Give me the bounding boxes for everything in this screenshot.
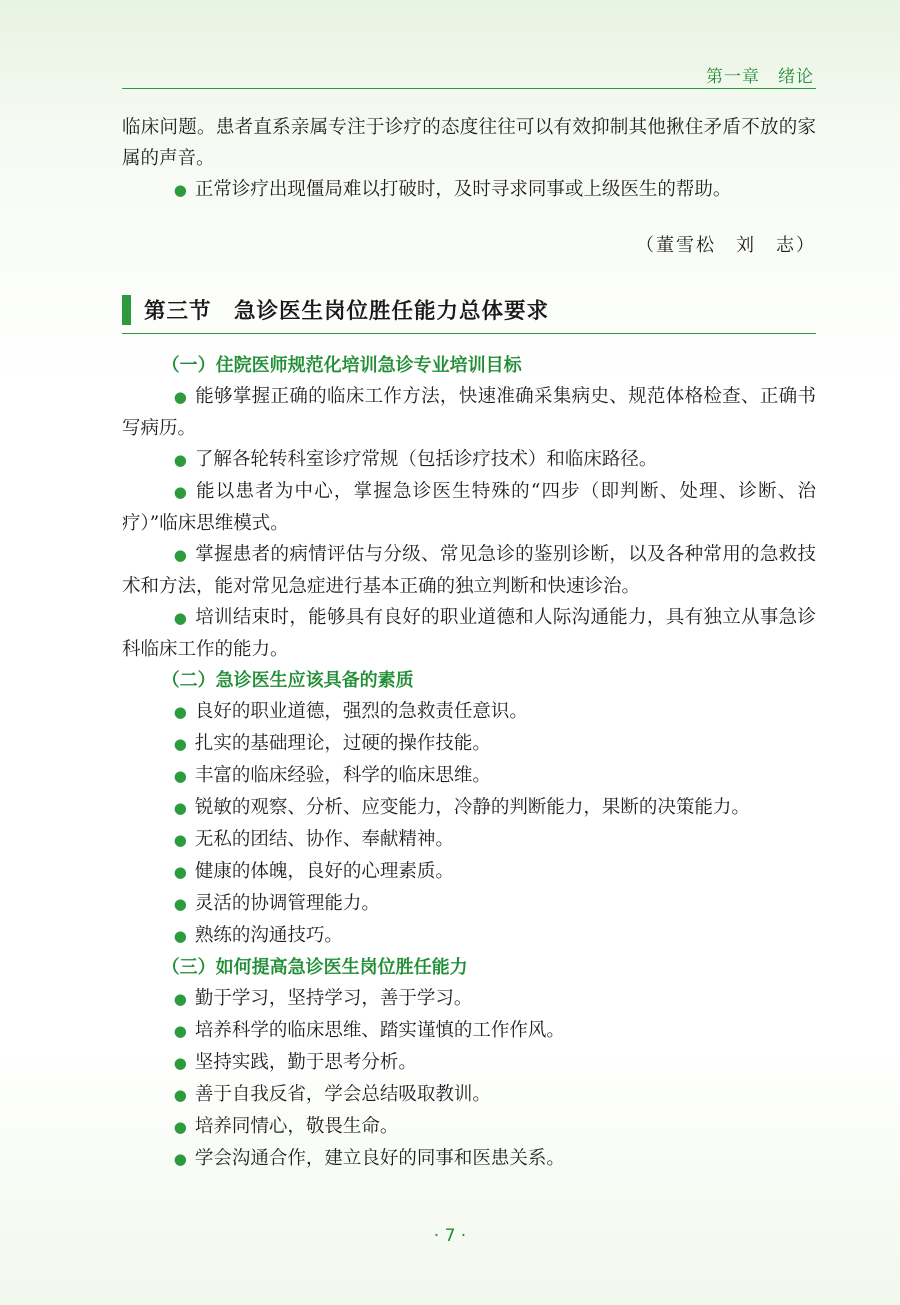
bullet-icon: ● [173, 609, 188, 627]
bullet-icon: ● [173, 181, 187, 199]
bullet-icon: ● [173, 451, 187, 469]
list-item: ● 正常诊疗出现僵局难以打破时，及时寻求同事或上级医生的帮助。 [173, 179, 732, 200]
list-item: ● 勤于学习，坚持学习，善于学习。 [173, 988, 473, 1009]
bullet-icon: ● [173, 990, 187, 1008]
chapter-title: 第一章 绪论 [706, 67, 814, 87]
list-item: ● 了解各轮转科室诊疗常规（包括诊疗技术）和临床路径。 [173, 449, 658, 470]
bullet-icon: ● [173, 1022, 187, 1040]
bullet-icon: ● [173, 863, 187, 881]
bullet-icon: ● [173, 799, 187, 817]
bullet-icon: ● [173, 546, 188, 564]
bullet-icon: ● [173, 388, 188, 406]
list-item: ● 能以患者为中心，掌握急诊医生特殊的“四步（即判断、处理、诊断、治疗）”临床思维模式。 [122, 481, 816, 534]
bullet-icon: ● [173, 831, 187, 849]
bullet-icon: ● [173, 927, 187, 945]
list-item: ● 健康的体魄，良好的心理素质。 [173, 861, 454, 882]
section-bar-icon [122, 295, 131, 325]
bullet-icon: ● [173, 1054, 187, 1072]
section-heading [122, 293, 816, 334]
subheading-training-goals: （一）住院医师规范化培训急诊专业培训目标 [161, 355, 522, 376]
list-item: ● 能够掌握正确的临床工作方法，快速准确采集病史、规范体格检查、正确书写病历。 [122, 386, 816, 439]
list-improvement [122, 983, 816, 1175]
bullet-icon: ● [173, 1086, 187, 1104]
list-item: ● 无私的团结、协作、奉献精神。 [173, 829, 454, 850]
running-header [122, 58, 816, 89]
list-item: ● 灵活的协调管理能力。 [173, 893, 380, 914]
list-qualities [122, 696, 816, 952]
body-text [122, 112, 816, 1175]
list-item: ● 培养科学的临床思维、踏实谨慎的工作作风。 [173, 1020, 565, 1041]
bullet-icon: ● [173, 767, 187, 785]
intro-paragraph: 临床问题。患者直系亲属专注于诊疗的态度往往可以有效抑制其他揪住矛盾不放的家属的声音。 [122, 117, 816, 169]
author-credit: （董雪松 刘 志） [636, 235, 816, 256]
list-item: ● 坚持实践，勤于思考分析。 [173, 1052, 417, 1073]
list-item: ● 丰富的临床经验，科学的临床思维。 [173, 765, 491, 786]
subheading-improvement: （三）如何提高急诊医生岗位胜任能力 [161, 957, 468, 978]
bullet-icon: ● [173, 483, 189, 501]
list-item: ● 善于自我反省，学会总结吸取教训。 [173, 1084, 491, 1105]
list-item: ● 培训结束时，能够具有良好的职业道德和人际沟通能力，具有独立从事急诊科临床工作的能力。 [122, 607, 816, 660]
page-number: · 7 · [433, 1226, 467, 1246]
list-training-goals [122, 381, 816, 665]
list-item: ● 掌握患者的病情评估与分级、常见急诊的鉴别诊断，以及各种常用的急救技术和方法，能对常见急症进行基本正确的独立判断和快速诊治。 [122, 544, 816, 597]
list-item: ● 学会沟通合作，建立良好的同事和医患关系。 [173, 1148, 565, 1169]
list-item: ● 扎实的基础理论，过硬的操作技能。 [173, 733, 491, 754]
list-item: ● 良好的职业道德，强烈的急救责任意识。 [173, 701, 528, 722]
bullet-icon: ● [173, 895, 187, 913]
section-title: 第三节 急诊医生岗位胜任能力总体要求 [144, 299, 550, 324]
list-item: ● 锐敏的观察、分析、应变能力，冷静的判断能力，果断的决策能力。 [173, 797, 750, 818]
list-item: ● 培养同情心，敬畏生命。 [173, 1116, 399, 1137]
bullet-icon: ● [173, 735, 187, 753]
bullet-icon: ● [173, 1150, 187, 1168]
subheading-qualities: （二）急诊医生应该具备的素质 [161, 670, 414, 691]
bullet-icon: ● [173, 703, 187, 721]
list-item: ● 熟练的沟通技巧。 [173, 925, 343, 946]
bullet-icon: ● [173, 1118, 187, 1136]
